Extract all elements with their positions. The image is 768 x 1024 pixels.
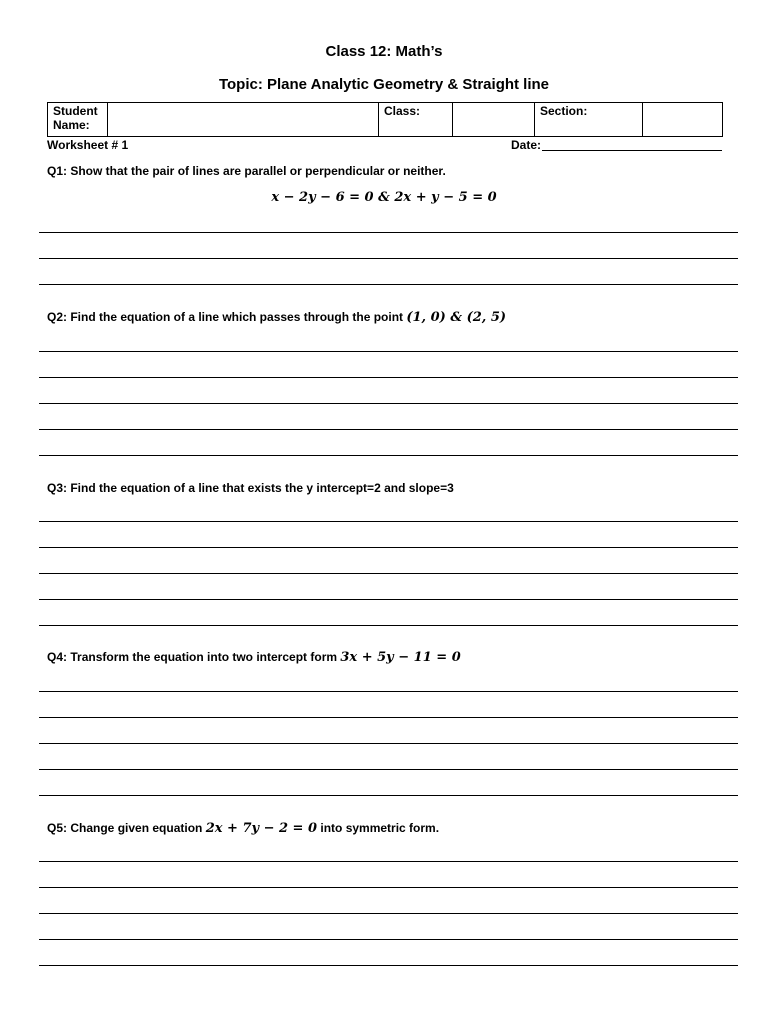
question-text: Find the equation of a line that exists the y intercept=2 and slope=3	[67, 481, 454, 495]
answer-line[interactable]	[39, 861, 738, 862]
section-field[interactable]	[643, 103, 723, 137]
worksheet-number: Worksheet # 1	[47, 138, 129, 152]
student-name-label-line1: Student	[53, 104, 98, 118]
question-4	[47, 650, 461, 665]
answer-line[interactable]	[39, 743, 738, 744]
date-label: Date:	[511, 138, 542, 152]
answer-line[interactable]	[39, 351, 738, 352]
answer-line[interactable]	[39, 965, 738, 966]
question-number: Q2:	[47, 310, 68, 324]
answer-line[interactable]	[39, 625, 738, 626]
question-math: 3x + 5y − 11 = 0	[340, 650, 461, 665]
question-3	[47, 481, 454, 495]
answer-line[interactable]	[39, 258, 738, 259]
answer-line[interactable]	[39, 232, 738, 233]
student-name-field[interactable]	[108, 103, 379, 137]
answer-line[interactable]	[39, 377, 738, 378]
worksheet-topic: Topic: Plane Analytic Geometry & Straight line	[218, 76, 550, 93]
student-name-label	[48, 103, 108, 137]
student-info-table	[47, 102, 723, 137]
class-field[interactable]	[453, 103, 535, 137]
answer-line[interactable]	[39, 795, 738, 796]
question-math: 2x + 7y − 2 = 0	[205, 821, 318, 836]
question-1-equation: x − 2y − 6 = 0 & 2x + y − 5 = 0	[271, 190, 497, 205]
answer-line[interactable]	[39, 547, 738, 548]
question-text: Find the equation of a line which passes through the point	[67, 310, 407, 324]
class-label: Class:	[379, 103, 453, 137]
answer-line[interactable]	[39, 717, 738, 718]
question-text: Show that the pair of lines are parallel or perpendicular or neither.	[67, 164, 446, 178]
section-label: Section:	[535, 103, 643, 137]
answer-line[interactable]	[39, 599, 738, 600]
student-name-label-line2: Name:	[53, 118, 90, 132]
question-number: Q1:	[47, 164, 68, 178]
question-text: Change given equation	[67, 821, 206, 835]
date-field[interactable]	[542, 150, 722, 151]
worksheet-title: Class 12: Math’s	[325, 43, 443, 60]
question-number: Q3:	[47, 481, 68, 495]
question-number: Q5:	[47, 821, 68, 835]
answer-line[interactable]	[39, 769, 738, 770]
answer-line[interactable]	[39, 887, 738, 888]
question-number: Q4:	[47, 650, 68, 664]
answer-line[interactable]	[39, 913, 738, 914]
answer-line[interactable]	[39, 521, 738, 522]
answer-line[interactable]	[39, 939, 738, 940]
answer-line[interactable]	[39, 573, 738, 574]
question-5	[47, 821, 439, 836]
answer-line[interactable]	[39, 455, 738, 456]
answer-line[interactable]	[39, 284, 738, 285]
answer-line[interactable]	[39, 691, 738, 692]
question-math: (1, 0) & (2, 5)	[406, 310, 507, 325]
answer-line[interactable]	[39, 403, 738, 404]
question-2	[47, 310, 506, 325]
answer-line[interactable]	[39, 429, 738, 430]
question-text-after: into symmetric form.	[317, 821, 440, 835]
question-1	[47, 164, 446, 178]
question-text: Transform the equation into two intercept form	[67, 650, 341, 664]
